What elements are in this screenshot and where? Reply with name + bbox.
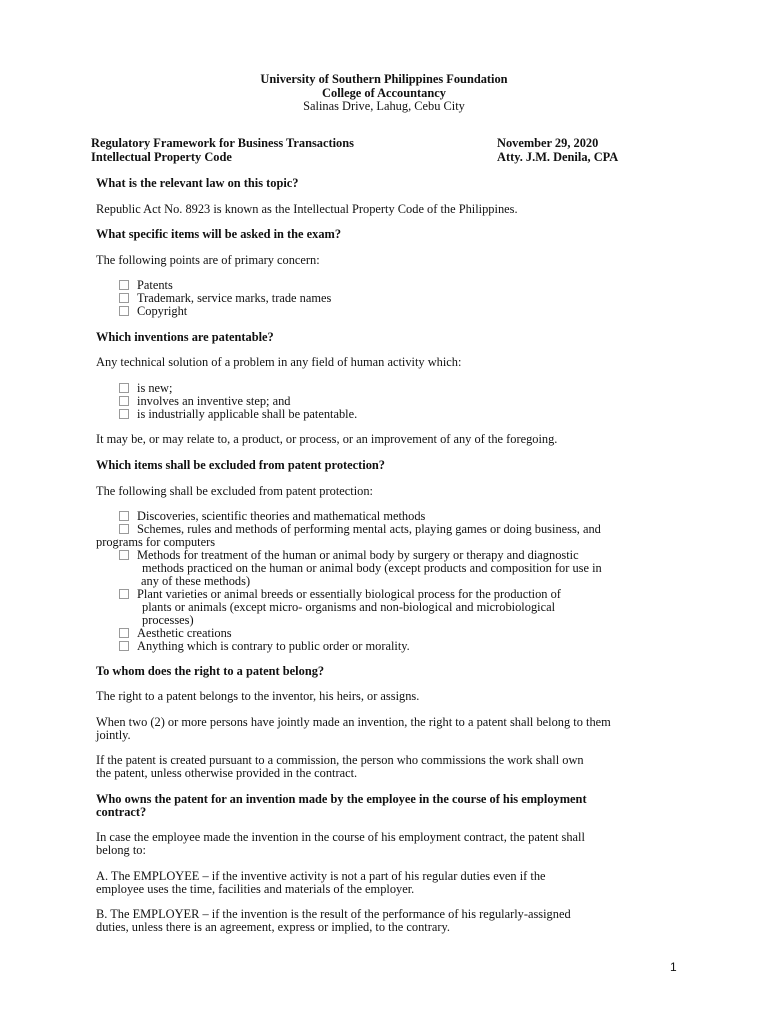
question-heading: Which items shall be excluded from patent protection?	[96, 458, 385, 472]
list-item: Anything which is contrary to public order or morality.	[119, 640, 679, 653]
bullet-list	[119, 382, 679, 421]
list-item: involves an inventive step; and	[119, 395, 679, 408]
checkbox-bullet-icon	[119, 511, 129, 521]
paragraph: The following points are of primary concern:	[96, 253, 320, 267]
checkbox-bullet-icon	[119, 628, 129, 638]
list-item: Plant varieties or animal breeds or essentially biological process for the production of	[119, 588, 679, 601]
paragraph: When two (2) or more persons have jointly made an invention, the right to a patent shall belong to them jointly.	[96, 715, 611, 742]
paragraph: The following shall be excluded from patent protection:	[96, 484, 373, 498]
paragraph: If the patent is created pursuant to a commission, the person who commissions the work shall own the patent, unless otherwise provided in the contract.	[96, 753, 584, 780]
bullet-list	[96, 509, 679, 653]
topic-title: Intellectual Property Code	[91, 149, 232, 164]
course-title: Regulatory Framework for Business Transactions	[91, 136, 354, 150]
list-item-continuation: any of these methods)	[141, 574, 251, 588]
question-heading: Who owns the patent for an invention made by the employee in the course of his employment contract?	[96, 792, 587, 819]
page-number: 1	[670, 960, 677, 974]
document-meta	[91, 137, 651, 164]
checkbox-bullet-icon	[119, 396, 129, 406]
list-item: Copyright	[119, 305, 679, 318]
checkbox-bullet-icon	[119, 293, 129, 303]
paragraph: In case the employee made the invention in the course of his employment contract, the patent shall belong to:	[96, 830, 585, 857]
college-name: College of Accountancy	[322, 85, 446, 100]
institution-address: Salinas Drive, Lahug, Cebu City	[303, 99, 465, 113]
list-item-continuation: programs for computers	[96, 535, 216, 549]
paragraph: B. The EMPLOYER – if the invention is the result of the performance of his regularly-assigned duties, unless there is an agreement, express or implied, to the contrary.	[96, 907, 571, 934]
paragraph: It may be, or may relate to, a product, or process, or an improvement of any of the foregoing.	[96, 432, 558, 446]
paragraph: Republic Act No. 8923 is known as the Intellectual Property Code of the Philippines.	[96, 202, 518, 216]
list-item-continuation: plants or animals (except micro- organisms and non-biological and microbiological	[142, 600, 556, 614]
paragraph: The right to a patent belongs to the inventor, his heirs, or assigns.	[96, 689, 420, 703]
list-item-continuation: methods practiced on the human or animal body (except products and composition for use in	[142, 561, 602, 575]
checkbox-bullet-icon	[119, 524, 129, 534]
checkbox-bullet-icon	[119, 280, 129, 290]
checkbox-bullet-icon	[119, 550, 129, 560]
list-item: is industrially applicable shall be patentable.	[119, 408, 679, 421]
instructor-name: Atty. J.M. Denila, CPA	[497, 149, 619, 164]
checkbox-bullet-icon	[119, 641, 129, 651]
list-item-continuation: processes)	[142, 613, 194, 627]
bullet-list	[119, 279, 679, 318]
checkbox-bullet-icon	[119, 409, 129, 419]
document-header	[0, 73, 768, 114]
question-heading: What is the relevant law on this topic?	[96, 176, 299, 190]
checkbox-bullet-icon	[119, 589, 129, 599]
list-item: Patents	[119, 279, 679, 292]
question-heading: To whom does the right to a patent belong?	[96, 664, 325, 678]
list-item: Schemes, rules and methods of performing mental acts, playing games or doing business, and	[119, 523, 679, 536]
checkbox-bullet-icon	[119, 306, 129, 316]
paragraph: Any technical solution of a problem in any field of human activity which:	[96, 355, 462, 369]
document-date: November 29, 2020	[497, 136, 599, 150]
list-item: Trademark, service marks, trade names	[119, 292, 679, 305]
list-item: Aesthetic creations	[119, 627, 679, 640]
question-heading: Which inventions are patentable?	[96, 330, 274, 344]
list-item: Discoveries, scientific theories and mathematical methods	[119, 510, 679, 523]
question-heading: What specific items will be asked in the exam?	[96, 227, 342, 241]
paragraph: A. The EMPLOYEE – if the inventive activity is not a part of his regular duties even if the employee uses the time, facilities and materials of the employer.	[96, 869, 546, 896]
checkbox-bullet-icon	[119, 383, 129, 393]
list-item: is new;	[119, 382, 679, 395]
institution-name: University of Southern Philippines Foundation	[260, 72, 508, 86]
list-item: Methods for treatment of the human or animal body by surgery or therapy and diagnostic	[119, 549, 679, 562]
